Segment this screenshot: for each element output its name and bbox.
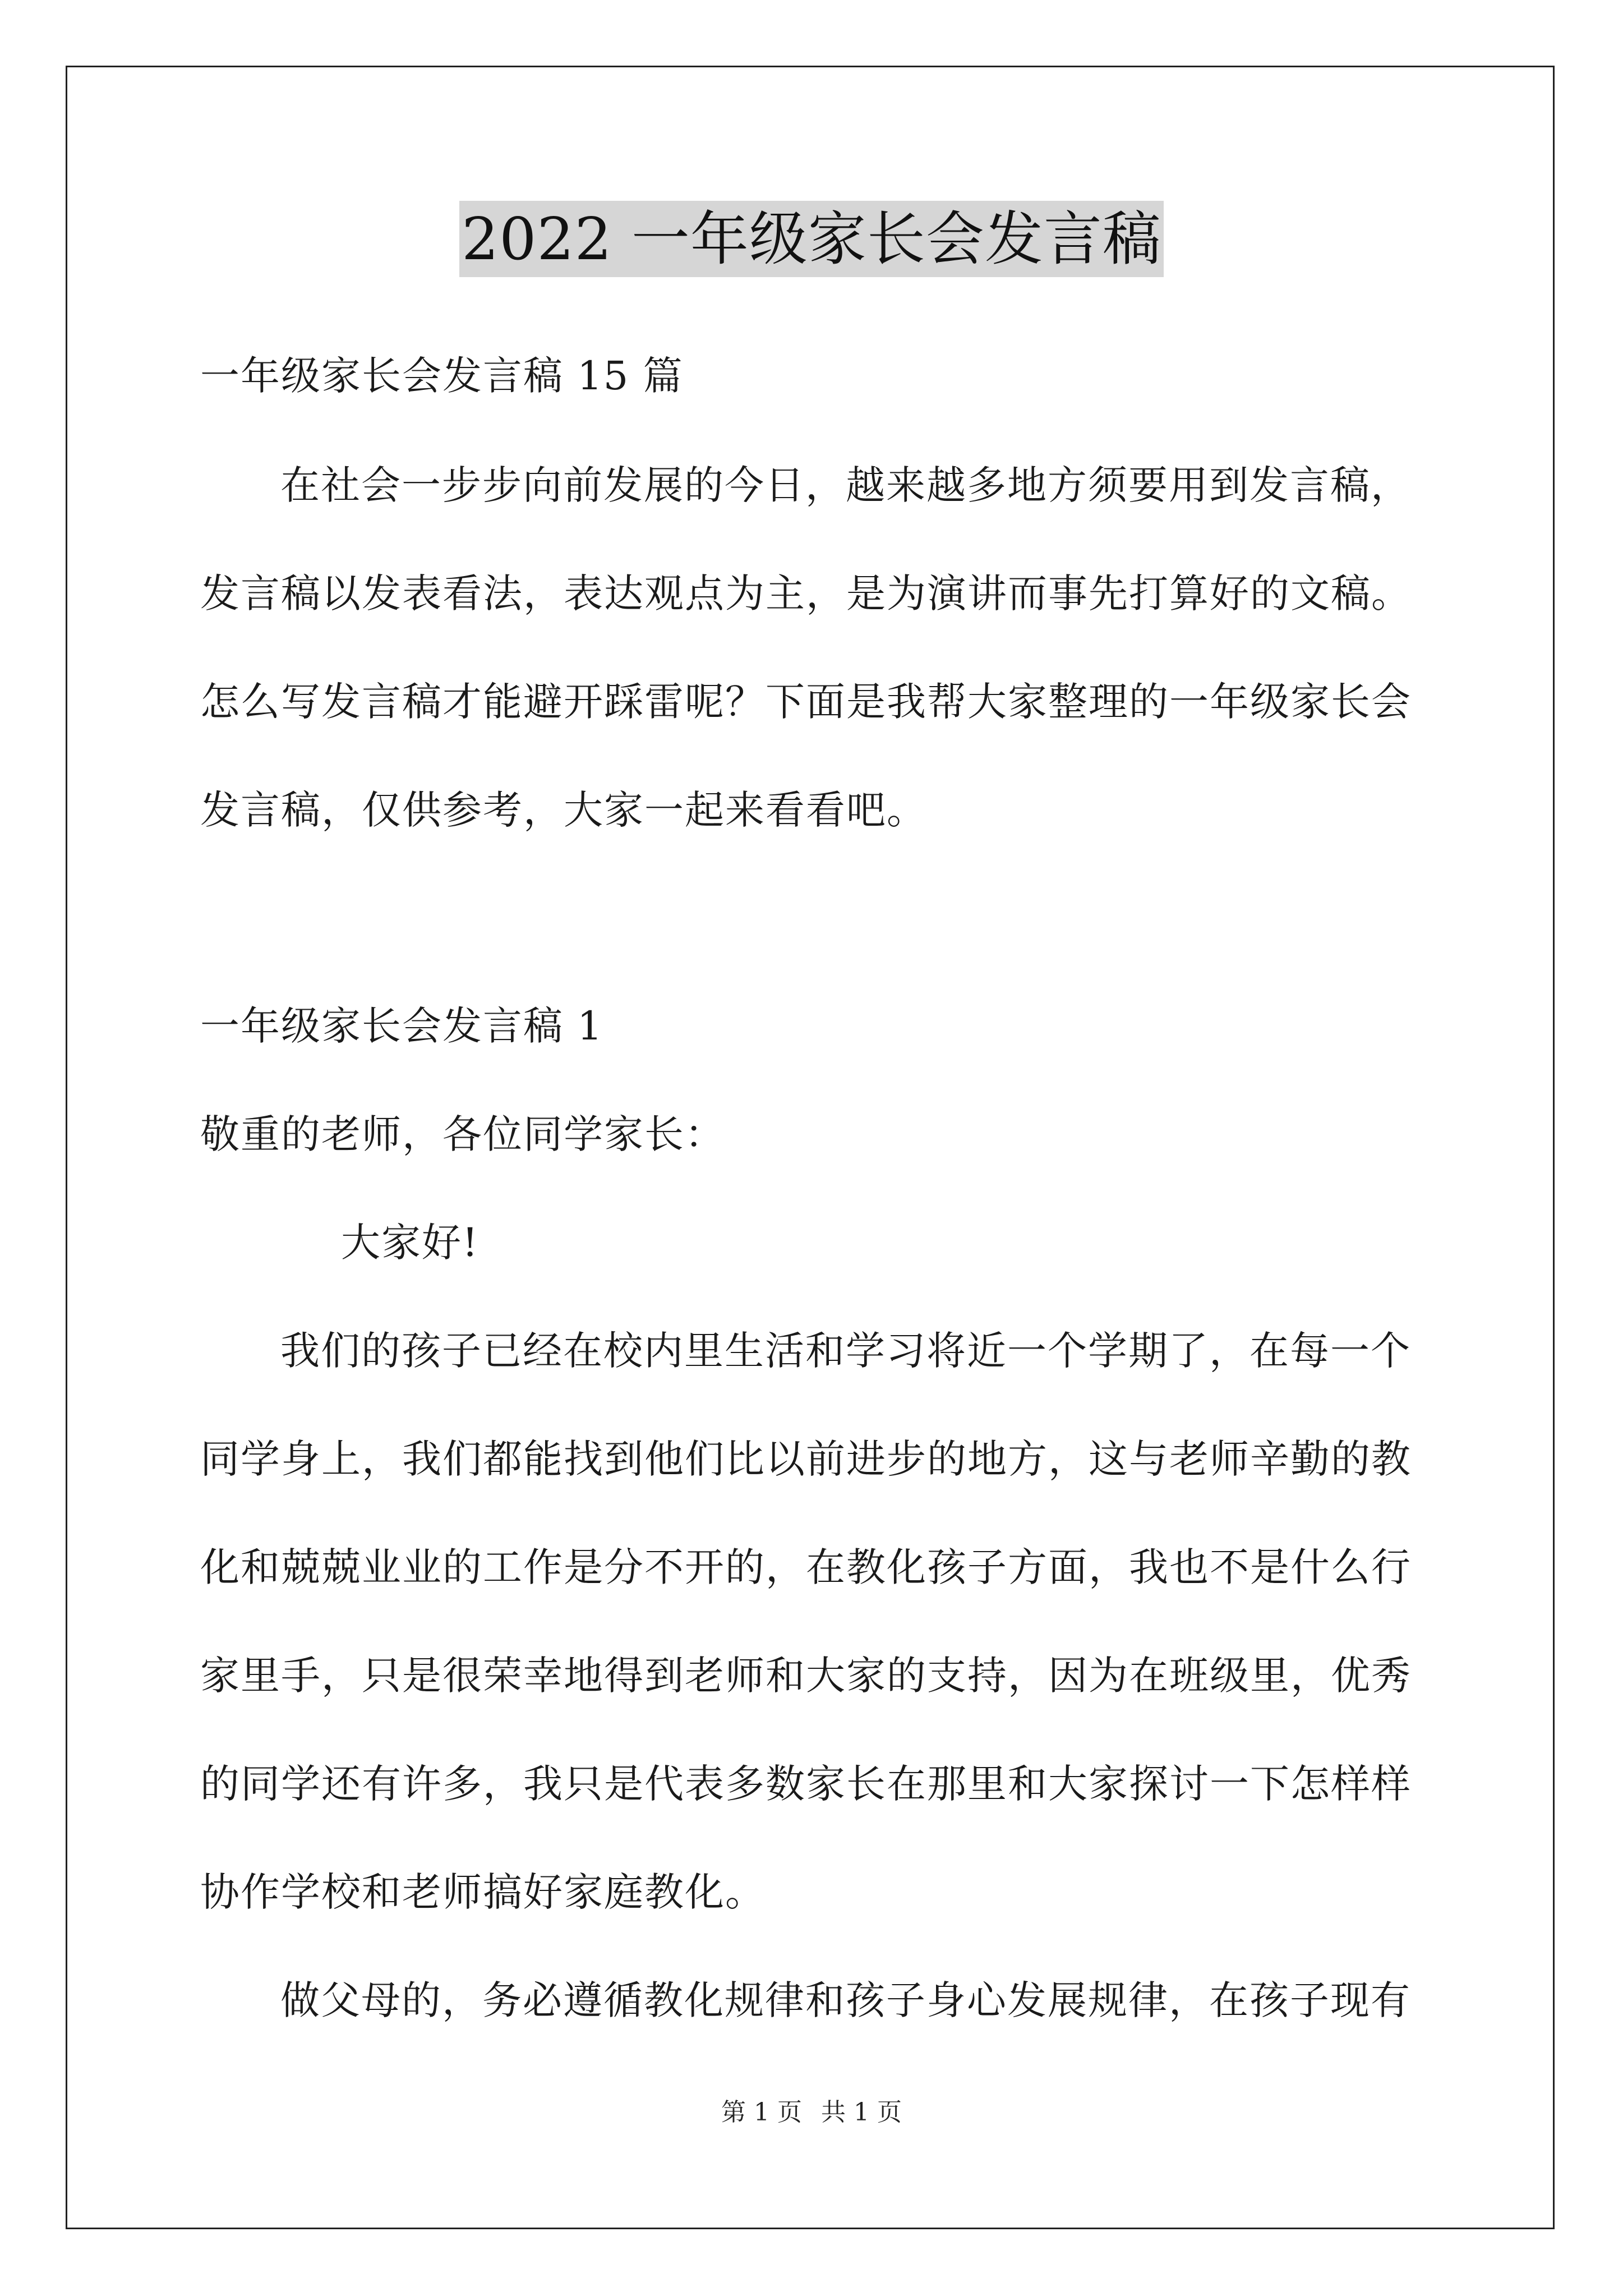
paragraph-line: 化和兢兢业业的工作是分不开的，在教化孩子方面，我也不是什么行 bbox=[200, 1544, 1412, 1590]
paragraph-line: 的同学还有许多，我只是代表多数家长在那里和大家探讨一下怎样样 bbox=[200, 1761, 1412, 1807]
intro-line: 在社会一步步向前发展的今日，越来越多地方须要用到发言稿， bbox=[280, 462, 1411, 508]
page-number: 第 1 页 bbox=[721, 2098, 802, 2127]
intro-line: 怎么写发言稿才能避开踩雷呢？下面是我帮大家整理的一年级家长会 bbox=[200, 679, 1412, 725]
paragraph-line: 我们的孩子已经在校内里生活和学习将近一个学期了，在每一个 bbox=[280, 1328, 1411, 1374]
greeting: 大家好! bbox=[341, 1220, 479, 1266]
intro-line: 发言稿，仅供参考，大家一起来看看吧。 bbox=[200, 787, 927, 833]
salutation: 敬重的老师，各位同学家长： bbox=[200, 1111, 725, 1157]
paragraph-line: 家里手，只是很荣幸地得到老师和大家的支持，因为在班级里，优秀 bbox=[200, 1653, 1412, 1699]
document-title: 2022 一年级家长会发言稿 bbox=[459, 201, 1164, 277]
paragraph-line: 同学身上，我们都能找到他们比以前进步的地方，这与老师辛勤的教 bbox=[200, 1436, 1412, 1482]
title-container bbox=[0, 201, 1623, 277]
document-subtitle: 一年级家长会发言稿 15 篇 bbox=[200, 353, 684, 399]
paragraph-line: 协作学校和老师搞好家庭教化。 bbox=[200, 1869, 766, 1915]
page-footer bbox=[0, 2097, 1623, 2128]
intro-line: 发言稿以发表看法，表达观点为主，是为演讲而事先打算好的文稿。 bbox=[200, 570, 1412, 616]
section-heading: 一年级家长会发言稿 1 bbox=[200, 1003, 603, 1049]
page-total: 共 1 页 bbox=[821, 2098, 902, 2127]
paragraph-line: 做父母的，务必遵循教化规律和孩子身心发展规律，在孩子现有 bbox=[280, 1977, 1411, 2023]
